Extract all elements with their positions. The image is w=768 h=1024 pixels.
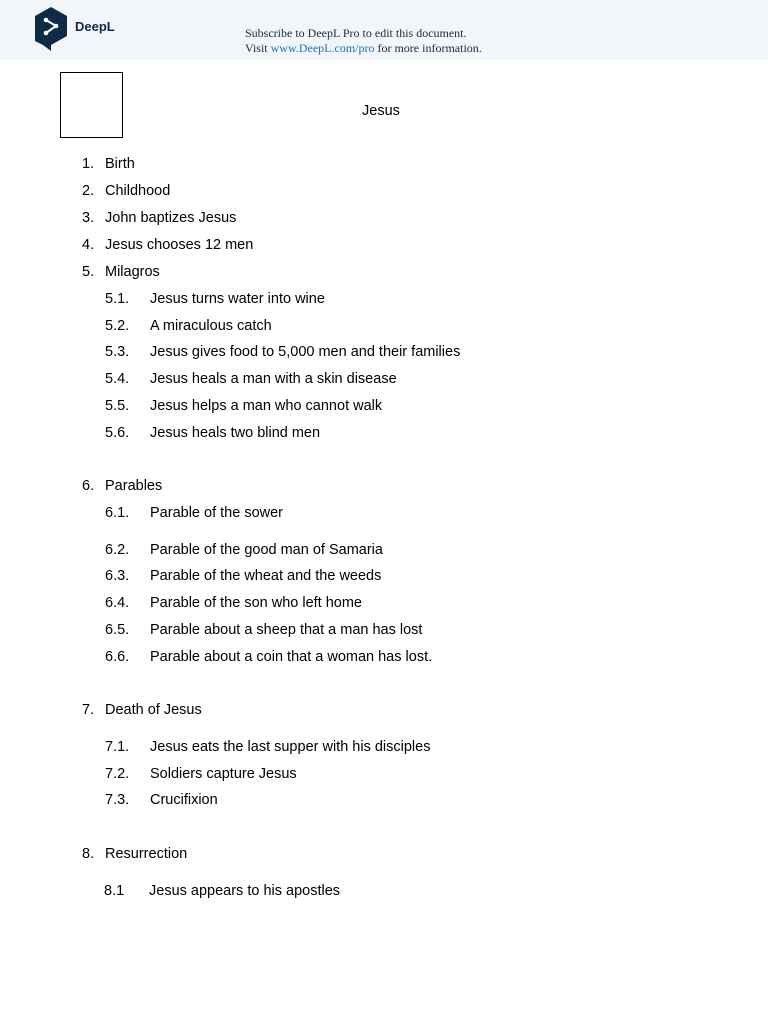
subsection-title: Jesus turns water into wine bbox=[150, 291, 325, 307]
deepl-logo-icon bbox=[33, 6, 69, 52]
subsection-title: Jesus heals two blind men bbox=[150, 425, 321, 441]
subsection-title: Jesus heals a man with a skin disease bbox=[150, 371, 397, 387]
subsection-title: Parable of the good man of Samaria bbox=[150, 542, 383, 558]
section-number: 7. bbox=[82, 702, 95, 718]
subsection-title: Parable about a sheep that a man has lost bbox=[150, 622, 423, 638]
subsection-title: Parable of the wheat and the weeds bbox=[150, 568, 382, 584]
page-title: Jesus bbox=[362, 103, 400, 119]
subsection-number: 6.6. bbox=[105, 649, 130, 665]
subsection-number: 6.5. bbox=[105, 622, 130, 638]
subsection-number: 5.5. bbox=[105, 398, 130, 414]
section-number: 1. bbox=[82, 156, 95, 172]
subsection-number: 6.3. bbox=[105, 568, 130, 584]
subsection-title: Crucifixion bbox=[150, 792, 218, 808]
section-title: John baptizes Jesus bbox=[105, 210, 237, 226]
visit-line bbox=[245, 41, 482, 56]
subsection-number: 6.1. bbox=[105, 505, 130, 521]
section-number: 6. bbox=[82, 478, 95, 494]
section-number: 4. bbox=[82, 237, 95, 253]
section-title: Milagros bbox=[105, 264, 160, 280]
subsection-number: 5.6. bbox=[105, 425, 130, 441]
subsection-number: 7.1. bbox=[105, 739, 130, 755]
subsection-number: 6.4. bbox=[105, 595, 130, 611]
subsection-number: 6.2. bbox=[105, 542, 130, 558]
subsection-title: Jesus gives food to 5,000 men and their families bbox=[150, 344, 461, 360]
image-placeholder bbox=[60, 72, 123, 138]
section-number: 3. bbox=[82, 210, 95, 226]
section-number: 8. bbox=[82, 846, 95, 862]
section-title: Jesus chooses 12 men bbox=[105, 237, 254, 253]
subsection-title: Parable of the son who left home bbox=[150, 595, 362, 611]
section-title: Parables bbox=[105, 478, 163, 494]
visit-prefix: Visit bbox=[245, 41, 271, 55]
subsection-number: 5.3. bbox=[105, 344, 130, 360]
subsection-number: 8.1 bbox=[104, 883, 125, 899]
subsection-title: Parable about a coin that a woman has lost. bbox=[150, 649, 433, 665]
subsection-number: 5.4. bbox=[105, 371, 130, 387]
visit-suffix: for more information. bbox=[374, 41, 482, 55]
subsection-title: Jesus appears to his apostles bbox=[149, 883, 341, 899]
subsection-title: Jesus helps a man who cannot walk bbox=[150, 398, 383, 414]
subsection-title: Parable of the sower bbox=[150, 505, 283, 521]
section-title: Death of Jesus bbox=[105, 702, 202, 718]
subsection-number: 7.3. bbox=[105, 792, 130, 808]
deepl-banner bbox=[0, 0, 768, 60]
deepl-logo[interactable] bbox=[33, 6, 115, 52]
section-title: Resurrection bbox=[105, 846, 188, 862]
section-number: 2. bbox=[82, 183, 95, 199]
subsection-title: Jesus eats the last supper with his disciples bbox=[150, 739, 431, 755]
subsection-title: A miraculous catch bbox=[150, 318, 272, 334]
brand-name: DeepL bbox=[75, 19, 115, 34]
subscribe-line: Subscribe to DeepL Pro to edit this document. bbox=[245, 26, 467, 40]
section-title: Childhood bbox=[105, 183, 171, 199]
subscribe-message bbox=[245, 26, 482, 56]
section-title: Birth bbox=[105, 156, 135, 172]
subsection-number: 5.2. bbox=[105, 318, 130, 334]
subsection-title: Soldiers capture Jesus bbox=[150, 766, 297, 782]
section-number: 5. bbox=[82, 264, 95, 280]
deepl-pro-link[interactable]: www.DeepL.com/pro bbox=[270, 41, 375, 55]
subsection-number: 7.2. bbox=[105, 766, 130, 782]
subsection-number: 5.1. bbox=[105, 291, 130, 307]
